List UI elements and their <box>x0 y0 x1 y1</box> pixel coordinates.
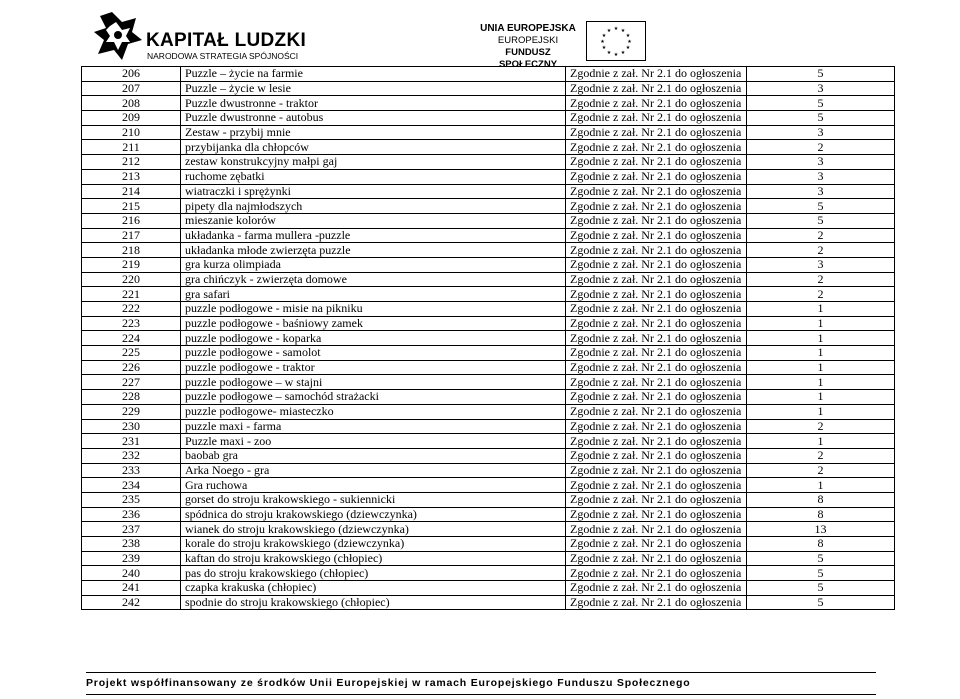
item-quantity: 2 <box>747 287 895 302</box>
item-quantity: 2 <box>747 272 895 287</box>
eu-flag-icon <box>586 21 646 61</box>
items-table-body <box>82 67 895 610</box>
item-name: Puzzle – życie w lesie <box>181 81 566 96</box>
row-number: 207 <box>82 81 181 96</box>
row-number: 206 <box>82 67 181 82</box>
item-reference: Zgodnie z zał. Nr 2.1 do ogłoszenia <box>566 522 747 537</box>
item-reference: Zgodnie z zał. Nr 2.1 do ogłoszenia <box>566 551 747 566</box>
row-number: 208 <box>82 96 181 111</box>
table-row <box>82 507 895 522</box>
item-reference: Zgodnie z zał. Nr 2.1 do ogłoszenia <box>566 155 747 170</box>
page-header <box>0 0 960 68</box>
item-name: ruchome zębatki <box>181 169 566 184</box>
eu-line-3: FUNDUSZ SPOŁECZNY <box>498 47 558 70</box>
table-row <box>82 331 895 346</box>
table-row <box>82 199 895 214</box>
table-row <box>82 81 895 96</box>
row-number: 219 <box>82 257 181 272</box>
item-quantity: 2 <box>747 448 895 463</box>
item-name: puzzle maxi - farma <box>181 419 566 434</box>
item-name: przybijanka dla chłopców <box>181 140 566 155</box>
item-quantity: 1 <box>747 478 895 493</box>
item-quantity: 5 <box>747 551 895 566</box>
table-row <box>82 551 895 566</box>
table-row <box>82 155 895 170</box>
item-reference: Zgodnie z zał. Nr 2.1 do ogłoszenia <box>566 492 747 507</box>
svg-text:★: ★ <box>625 33 631 39</box>
svg-text:★: ★ <box>625 45 631 51</box>
table-row <box>82 404 895 419</box>
item-name: pas do stroju krakowskiego (chłopiec) <box>181 566 566 581</box>
item-name: gra safari <box>181 287 566 302</box>
item-reference: Zgodnie z zał. Nr 2.1 do ogłoszenia <box>566 67 747 82</box>
item-quantity: 2 <box>747 419 895 434</box>
row-number: 214 <box>82 184 181 199</box>
table-row <box>82 140 895 155</box>
row-number: 222 <box>82 302 181 317</box>
row-number: 242 <box>82 595 181 610</box>
footer-divider-bottom <box>86 694 876 695</box>
item-reference: Zgodnie z zał. Nr 2.1 do ogłoszenia <box>566 581 747 596</box>
item-reference: Zgodnie z zał. Nr 2.1 do ogłoszenia <box>566 96 747 111</box>
item-quantity: 5 <box>747 67 895 82</box>
item-name: wiatraczki i sprężynki <box>181 184 566 199</box>
item-quantity: 5 <box>747 566 895 581</box>
item-reference: Zgodnie z zał. Nr 2.1 do ogłoszenia <box>566 463 747 478</box>
item-reference: Zgodnie z zał. Nr 2.1 do ogłoszenia <box>566 507 747 522</box>
item-name: puzzle podłogowe - samolot <box>181 346 566 361</box>
row-number: 234 <box>82 478 181 493</box>
item-reference: Zgodnie z zał. Nr 2.1 do ogłoszenia <box>566 346 747 361</box>
table-row <box>82 125 895 140</box>
item-name: puzzle podłogowe - koparka <box>181 331 566 346</box>
item-quantity: 1 <box>747 390 895 405</box>
item-reference: Zgodnie z zał. Nr 2.1 do ogłoszenia <box>566 213 747 228</box>
svg-text:★: ★ <box>627 39 632 45</box>
table-row <box>82 595 895 610</box>
table-row <box>82 390 895 405</box>
row-number: 226 <box>82 360 181 375</box>
table-row <box>82 184 895 199</box>
item-name: puzzle podłogowe – w stajni <box>181 375 566 390</box>
table-row <box>82 316 895 331</box>
item-quantity: 8 <box>747 507 895 522</box>
row-number: 238 <box>82 537 181 552</box>
item-name: puzzle podłogowe - traktor <box>181 360 566 375</box>
svg-text:★: ★ <box>600 39 605 45</box>
item-reference: Zgodnie z zał. Nr 2.1 do ogłoszenia <box>566 272 747 287</box>
row-number: 228 <box>82 390 181 405</box>
row-number: 233 <box>82 463 181 478</box>
table-row <box>82 169 895 184</box>
table-row <box>82 566 895 581</box>
item-name: czapka krakuska (chłopiec) <box>181 581 566 596</box>
item-quantity: 1 <box>747 360 895 375</box>
items-table <box>81 66 895 610</box>
eu-logo-text <box>478 23 578 71</box>
row-number: 217 <box>82 228 181 243</box>
row-number: 221 <box>82 287 181 302</box>
item-reference: Zgodnie z zał. Nr 2.1 do ogłoszenia <box>566 184 747 199</box>
item-reference: Zgodnie z zał. Nr 2.1 do ogłoszenia <box>566 287 747 302</box>
item-reference: Zgodnie z zał. Nr 2.1 do ogłoszenia <box>566 595 747 610</box>
footer-text: Projekt współfinansowany ze środków Unii Europejskiej w ramach Europejskiego Funduszu Społecznego <box>86 677 691 689</box>
svg-text:★: ★ <box>606 50 612 56</box>
item-quantity: 3 <box>747 257 895 272</box>
table-row <box>82 463 895 478</box>
item-name: Puzzle maxi - zoo <box>181 434 566 449</box>
item-reference: Zgodnie z zał. Nr 2.1 do ogłoszenia <box>566 199 747 214</box>
row-number: 237 <box>82 522 181 537</box>
item-quantity: 3 <box>747 184 895 199</box>
table-row <box>82 213 895 228</box>
row-number: 240 <box>82 566 181 581</box>
row-number: 229 <box>82 404 181 419</box>
table-row <box>82 448 895 463</box>
item-reference: Zgodnie z zał. Nr 2.1 do ogłoszenia <box>566 375 747 390</box>
table-row <box>82 581 895 596</box>
item-name: kaftan do stroju krakowskiego (chłopiec) <box>181 551 566 566</box>
table-row <box>82 257 895 272</box>
item-reference: Zgodnie z zał. Nr 2.1 do ogłoszenia <box>566 140 747 155</box>
item-reference: Zgodnie z zał. Nr 2.1 do ogłoszenia <box>566 302 747 317</box>
row-number: 236 <box>82 507 181 522</box>
item-quantity: 3 <box>747 81 895 96</box>
item-name: Puzzle – życie na farmie <box>181 67 566 82</box>
row-number: 227 <box>82 375 181 390</box>
item-quantity: 1 <box>747 302 895 317</box>
row-number: 209 <box>82 111 181 126</box>
item-reference: Zgodnie z zał. Nr 2.1 do ogłoszenia <box>566 81 747 96</box>
svg-text:★: ★ <box>601 45 607 51</box>
item-name: puzzle podłogowe - baśniowy zamek <box>181 316 566 331</box>
item-name: spodnie do stroju krakowskiego (chłopiec) <box>181 595 566 610</box>
item-name: Puzzle dwustronne - traktor <box>181 96 566 111</box>
item-quantity: 2 <box>747 463 895 478</box>
item-quantity: 8 <box>747 492 895 507</box>
item-reference: Zgodnie z zał. Nr 2.1 do ogłoszenia <box>566 478 747 493</box>
table-row <box>82 302 895 317</box>
row-number: 230 <box>82 419 181 434</box>
item-name: Arka Noego - gra <box>181 463 566 478</box>
item-quantity: 5 <box>747 581 895 596</box>
table-row <box>82 492 895 507</box>
item-quantity: 8 <box>747 537 895 552</box>
table-row <box>82 537 895 552</box>
item-quantity: 2 <box>747 243 895 258</box>
row-number: 213 <box>82 169 181 184</box>
item-reference: Zgodnie z zał. Nr 2.1 do ogłoszenia <box>566 125 747 140</box>
item-name: Gra ruchowa <box>181 478 566 493</box>
table-row <box>82 522 895 537</box>
item-quantity: 5 <box>747 96 895 111</box>
row-number: 223 <box>82 316 181 331</box>
item-quantity: 3 <box>747 125 895 140</box>
item-name: pipety dla najmłodszych <box>181 199 566 214</box>
row-number: 210 <box>82 125 181 140</box>
table-row <box>82 96 895 111</box>
eu-line-1: UNIA EUROPEJSKA <box>480 23 576 34</box>
item-reference: Zgodnie z zał. Nr 2.1 do ogłoszenia <box>566 448 747 463</box>
table-row <box>82 478 895 493</box>
row-number: 216 <box>82 213 181 228</box>
row-number: 239 <box>82 551 181 566</box>
row-number: 231 <box>82 434 181 449</box>
table-row <box>82 228 895 243</box>
item-quantity: 1 <box>747 316 895 331</box>
table-row <box>82 272 895 287</box>
item-name: Puzzle dwustronne - autobus <box>181 111 566 126</box>
item-reference: Zgodnie z zał. Nr 2.1 do ogłoszenia <box>566 257 747 272</box>
item-quantity: 5 <box>747 111 895 126</box>
item-name: puzzle podłogowe – samochód strażacki <box>181 390 566 405</box>
item-quantity: 5 <box>747 213 895 228</box>
item-name: mieszanie kolorów <box>181 213 566 228</box>
item-name: baobab gra <box>181 448 566 463</box>
item-reference: Zgodnie z zał. Nr 2.1 do ogłoszenia <box>566 404 747 419</box>
table-row <box>82 360 895 375</box>
table-row <box>82 243 895 258</box>
item-name: gra chińczyk - zwierzęta domowe <box>181 272 566 287</box>
item-name: wianek do stroju krakowskiego (dziewczynka) <box>181 522 566 537</box>
logo-subtitle: NARODOWA STRATEGIA SPÓJNOŚCI <box>147 51 299 61</box>
item-quantity: 1 <box>747 375 895 390</box>
item-reference: Zgodnie z zał. Nr 2.1 do ogłoszenia <box>566 316 747 331</box>
row-number: 241 <box>82 581 181 596</box>
item-quantity: 5 <box>747 595 895 610</box>
table-row <box>82 375 895 390</box>
item-quantity: 5 <box>747 199 895 214</box>
item-quantity: 3 <box>747 169 895 184</box>
item-quantity: 2 <box>747 140 895 155</box>
item-quantity: 1 <box>747 404 895 419</box>
logo-title: KAPITAŁ LUDZKI <box>146 30 307 51</box>
item-name: puzzle podłogowe- miasteczko <box>181 404 566 419</box>
item-name: zestaw konstrukcyjny małpi gaj <box>181 155 566 170</box>
item-name: puzzle podłogowe - misie na pikniku <box>181 302 566 317</box>
item-reference: Zgodnie z zał. Nr 2.1 do ogłoszenia <box>566 360 747 375</box>
item-quantity: 13 <box>747 522 895 537</box>
svg-text:★: ★ <box>601 33 607 39</box>
item-reference: Zgodnie z zał. Nr 2.1 do ogłoszenia <box>566 111 747 126</box>
table-row <box>82 346 895 361</box>
svg-text:★: ★ <box>613 26 619 32</box>
item-quantity: 3 <box>747 155 895 170</box>
eu-line-2: EUROPEJSKI <box>497 35 559 46</box>
item-reference: Zgodnie z zał. Nr 2.1 do ogłoszenia <box>566 419 747 434</box>
item-quantity: 1 <box>747 346 895 361</box>
item-reference: Zgodnie z zał. Nr 2.1 do ogłoszenia <box>566 331 747 346</box>
item-name: gra kurza olimpiada <box>181 257 566 272</box>
table-row <box>82 419 895 434</box>
item-reference: Zgodnie z zał. Nr 2.1 do ogłoszenia <box>566 537 747 552</box>
item-quantity: 2 <box>747 228 895 243</box>
row-number: 215 <box>82 199 181 214</box>
table-row <box>82 287 895 302</box>
item-name: układanka - farma mullera -puzzle <box>181 228 566 243</box>
svg-text:★: ★ <box>620 50 626 56</box>
item-name: Zestaw - przybij mnie <box>181 125 566 140</box>
row-number: 212 <box>82 155 181 170</box>
item-name: spódnica do stroju krakowskiego (dziewczynka) <box>181 507 566 522</box>
item-quantity: 1 <box>747 434 895 449</box>
item-reference: Zgodnie z zał. Nr 2.1 do ogłoszenia <box>566 434 747 449</box>
row-number: 235 <box>82 492 181 507</box>
table-row <box>82 434 895 449</box>
table-row <box>82 67 895 82</box>
footer-divider-top <box>86 672 876 673</box>
row-number: 232 <box>82 448 181 463</box>
row-number: 224 <box>82 331 181 346</box>
item-reference: Zgodnie z zał. Nr 2.1 do ogłoszenia <box>566 228 747 243</box>
item-name: układanka młode zwierzęta puzzle <box>181 243 566 258</box>
row-number: 218 <box>82 243 181 258</box>
item-reference: Zgodnie z zał. Nr 2.1 do ogłoszenia <box>566 566 747 581</box>
item-name: korale do stroju krakowskiego (dziewczynka) <box>181 537 566 552</box>
row-number: 225 <box>82 346 181 361</box>
table-row <box>82 111 895 126</box>
svg-text:★: ★ <box>620 28 626 34</box>
item-reference: Zgodnie z zał. Nr 2.1 do ogłoszenia <box>566 243 747 258</box>
row-number: 211 <box>82 140 181 155</box>
item-name: gorset do stroju krakowskiego - sukiennicki <box>181 492 566 507</box>
item-quantity: 1 <box>747 331 895 346</box>
item-reference: Zgodnie z zał. Nr 2.1 do ogłoszenia <box>566 169 747 184</box>
svg-text:★: ★ <box>613 52 619 58</box>
item-reference: Zgodnie z zał. Nr 2.1 do ogłoszenia <box>566 390 747 405</box>
svg-text:★: ★ <box>606 28 612 34</box>
row-number: 220 <box>82 272 181 287</box>
